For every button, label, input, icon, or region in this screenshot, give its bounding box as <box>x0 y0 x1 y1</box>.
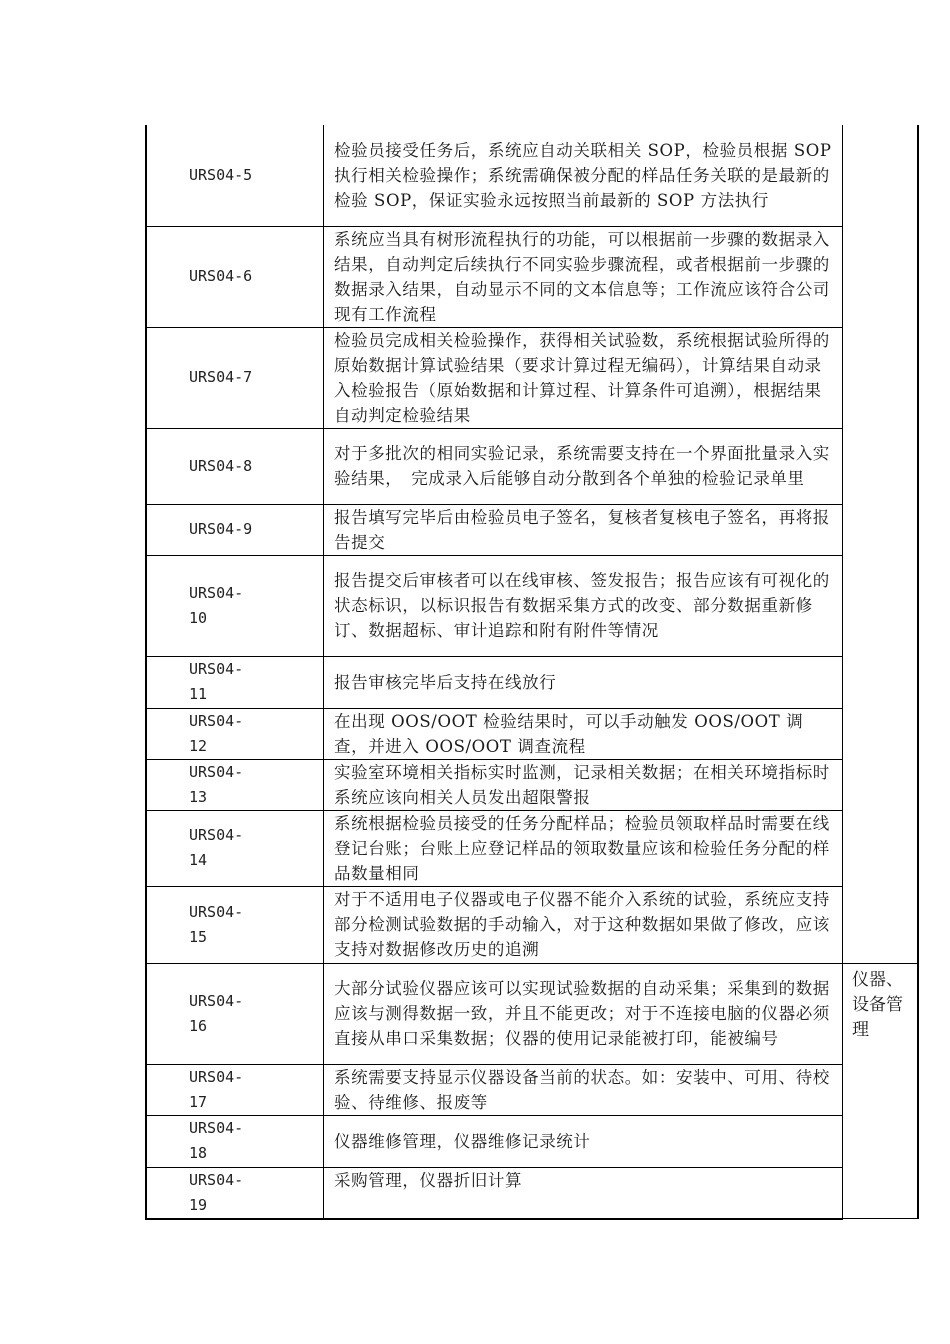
requirement-id: URS04- 19 <box>146 1167 324 1219</box>
requirement-text: 系统应当具有树形流程执行的功能，可以根据前一步骤的数据录入结果，自动判定后续执行不同实验步骤流程，或者根据前一步骤的数据录入结果，自动显示不同的文本信息等；工作流应该符合公司现有工作流程 <box>324 226 843 327</box>
requirement-text: 大部分试验仪器应该可以实现试验数据的自动采集；采集到的数据应该与测得数据一致，并且不能更改；对于不连接电脑的仪器必须直接从串口采集数据；仪器的使用记录能被打印，能被编号 <box>324 963 843 1064</box>
requirement-id: URS04-8 <box>146 428 324 504</box>
requirement-text: 系统需要支持显示仪器设备当前的状态。如：安装中、可用、待校验、待维修、报废等 <box>324 1064 843 1115</box>
category-cell-instrument: 仪器、设备管理 <box>843 963 919 1219</box>
requirements-table <box>145 125 919 1220</box>
table-row <box>146 504 918 555</box>
requirement-id: URS04- 18 <box>146 1115 324 1167</box>
table-row <box>146 125 918 226</box>
requirement-text: 报告填写完毕后由检验员电子签名，复核者复核电子签名，再将报告提交 <box>324 504 843 555</box>
requirement-id: URS04- 11 <box>146 656 324 708</box>
table-row <box>146 810 918 886</box>
requirement-text: 检验员完成相关检验操作，获得相关试验数，系统根据试验所得的原始数据计算试验结果（要求计算过程无编码），计算结果自动录入检验报告（原始数据和计算过程、计算条件可追溯），根据结果自动判定检验结果 <box>324 327 843 428</box>
requirement-text: 对于不适用电子仪器或电子仪器不能介入系统的试验，系统应支持部分检测试验数据的手动输入，对于这种数据如果做了修改，应该支持对数据修改历史的追溯 <box>324 886 843 963</box>
requirement-text: 对于多批次的相同实验记录，系统需要支持在一个界面批量录入实验结果， 完成录入后能够自动分散到各个单独的检验记录单里 <box>324 428 843 504</box>
requirement-id: URS04- 15 <box>146 886 324 963</box>
requirement-text: 在出现 OOS/OOT 检验结果时，可以手动触发 OOS/OOT 调查，并进入 OOS/OOT 调查流程 <box>324 708 843 759</box>
table-row <box>146 555 918 656</box>
table-row <box>146 656 918 708</box>
requirement-id: URS04-7 <box>146 327 324 428</box>
requirement-text: 检验员接受任务后，系统应自动关联相关 SOP，检验员根据 SOP 执行相关检验操作；系统需确保被分配的样品任务关联的是最新的检验 SOP，保证实验永远按照当前最新的 SOP 方法执行 <box>324 125 843 226</box>
requirement-id: URS04- 16 <box>146 963 324 1064</box>
table-row <box>146 963 918 1064</box>
table-row <box>146 1167 918 1219</box>
table-row <box>146 1115 918 1167</box>
requirement-id: URS04-6 <box>146 226 324 327</box>
requirement-id: URS04-5 <box>146 125 324 226</box>
requirement-id: URS04- 14 <box>146 810 324 886</box>
requirement-text: 报告提交后审核者可以在线审核、签发报告；报告应该有可视化的状态标识，以标识报告有数据采集方式的改变、部分数据重新修订、数据超标、审计追踪和附有附件等情况 <box>324 555 843 656</box>
requirement-text: 仪器维修管理，仪器维修记录统计 <box>324 1115 843 1167</box>
table-row <box>146 428 918 504</box>
requirement-text: 系统根据检验员接受的任务分配样品；检验员领取样品时需要在线登记台账；台账上应登记样品的领取数量应该和检验任务分配的样品数量相同 <box>324 810 843 886</box>
table-row <box>146 327 918 428</box>
requirement-id: URS04- 10 <box>146 555 324 656</box>
requirement-text: 采购管理，仪器折旧计算 <box>324 1167 843 1219</box>
table-row <box>146 226 918 327</box>
requirement-text: 实验室环境相关指标实时监测，记录相关数据；在相关环境指标时系统应该向相关人员发出超限警报 <box>324 759 843 810</box>
requirement-id: URS04- 17 <box>146 1064 324 1115</box>
table-row <box>146 886 918 963</box>
table-row <box>146 759 918 810</box>
requirement-id: URS04-9 <box>146 504 324 555</box>
requirement-text: 报告审核完毕后支持在线放行 <box>324 656 843 708</box>
category-cell-previous <box>843 125 919 963</box>
table-row <box>146 1064 918 1115</box>
requirement-id: URS04- 13 <box>146 759 324 810</box>
requirement-id: URS04- 12 <box>146 708 324 759</box>
table-row <box>146 708 918 759</box>
